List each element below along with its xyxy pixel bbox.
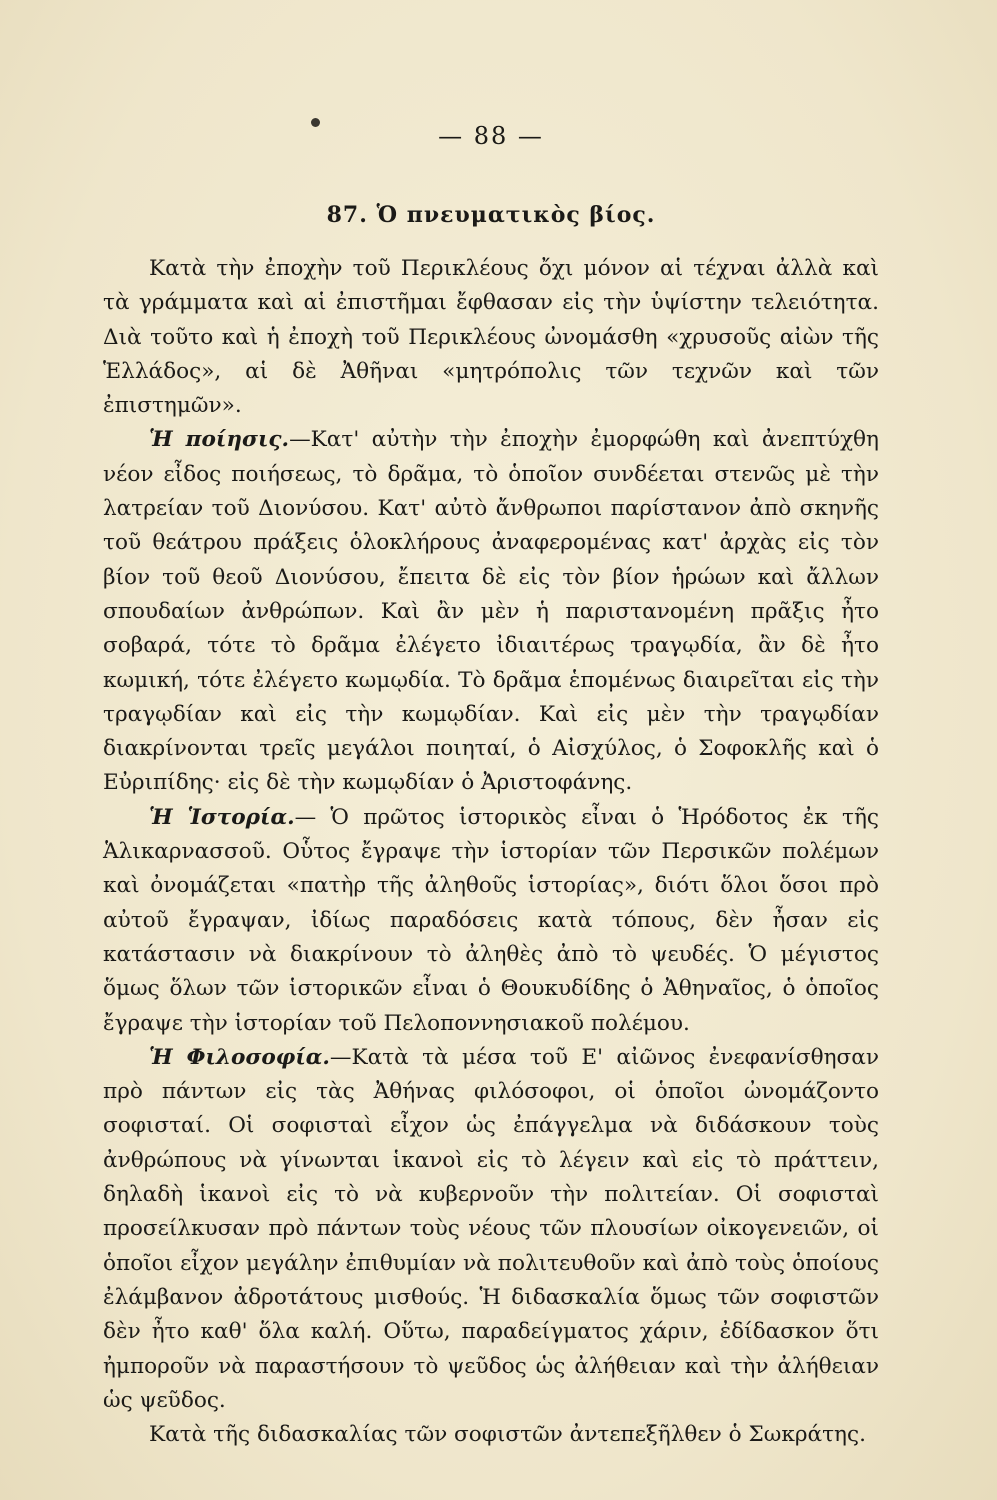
paragraph-text: —Κατ' αὐτὴν τὴν ἐποχὴν ἐμορφώθη καὶ ἀνεπτύχθη νέον εἶδος ποιήσεως, τὸ δρᾶμα, τὸ ὁποῖον συνδέεται στενῶς μὲ τὴν λατρείαν τοῦ Διονύσου. Κατ' αὐτὸ ἄνθρωποι παρίστανον ἀπὸ σκηνῆς τοῦ θεάτρου πράξεις ὁλοκλήρους ἀναφερομένας κατ' ἀρχὰς εἰς τὸν βίον τοῦ θεοῦ Διονύσου, ἔπειτα δὲ εἰς τὸν βίον ἡρώων καὶ ἄλλων σπουδαίων ἀνθρώπων. Καὶ ἂν μὲν ἡ παριστανομένη πρᾶξις ἦτο σοβαρά, τότε τὸ δρᾶμα ἐλέγετο ἰδιαιτέρως τραγῳδία, ἂν δὲ ἦτο κωμική, τότε ἐλέγετο κωμῳδία. Τὸ δρᾶμα ἑπομένως διαιρεῖται εἰς τὴν τραγῳδίαν καὶ εἰς τὴν κωμῳδίαν. Καὶ εἰς μὲν τὴν τραγῳδίαν διακρίνονται τρεῖς μεγάλοι ποιηταί, ὁ Αἰσχύλος, ὁ Σοφοκλῆς καὶ ὁ Εὐριπίδης· εἰς δὲ τὴν κωμῳδίαν ὁ Ἀριστοφάνης. xyxy=(103,427,879,796)
paragraph-text: Κατὰ τῆς διδασκαλίας τῶν σοφιστῶν ἀντεπεξῆλθεν ὁ Σωκράτης. xyxy=(149,1422,866,1448)
paragraph-intro xyxy=(103,252,879,423)
section-title: 87. Ὁ πνευματικὸς βίος. xyxy=(326,202,656,228)
paragraph-text: —Κατὰ τὰ μέσα τοῦ Ε' αἰῶνος ἐνεφανίσθησαν πρὸ πάντων εἰς τὰς Ἀθήνας φιλόσοφοι, οἱ ὁποῖοι ὠνομάζοντο σοφισταί. Οἱ σοφισταὶ εἶχον ὡς ἐπάγγελμα νὰ διδάσκουν τοὺς ἀνθρώπους νὰ γίνωνται ἱκανοὶ εἰς τὸ λέγειν καὶ εἰς τὸ πράττειν, δηλαδὴ ἱκανοὶ εἰς τὸ νὰ κυβερνοῦν τὴν πολιτείαν. Οἱ σοφισταὶ προσείλκυσαν πρὸ πάντων τοὺς νέους τῶν πλουσίων οἰκογενειῶν, οἱ ὁποῖοι εἶχον μεγάλην ἐπιθυμίαν νὰ πολιτευθοῦν καὶ ἀπὸ τοὺς ὁποίους ἐλάμβανον ἀδροτάτους μισθούς. Ἡ διδασκαλία ὅμως τῶν σοφιστῶν δὲν ἦτο καθ' ὅλα καλή. Οὕτω, παραδείγματος χάριν, ἐδίδασκον ὅτι ἠμποροῦν νὰ παραστήσουν τὸ ψεῦδος ὡς ἀλήθειαν καὶ τὴν ἀλήθειαν ὡς ψεῦδος. xyxy=(103,1044,879,1413)
paragraph-philosophy xyxy=(103,1041,879,1418)
ink-dot xyxy=(311,118,320,127)
paragraph-socrates xyxy=(103,1418,879,1452)
paragraph-lead: Ἡ Φιλοσοφία. xyxy=(149,1044,330,1070)
paragraph-poetry xyxy=(103,423,879,800)
paragraph-text: Κατὰ τὴν ἐποχὴν τοῦ Περικλέους ὄχι μόνον αἱ τέχναι ἀλλὰ καὶ τὰ γράμματα καὶ αἱ ἐπιστῆμαι ἔφθασαν εἰς τὴν ὑψίστην τελειότητα. Διὰ τοῦτο καὶ ἡ ἐποχὴ τοῦ Περικλέους ὠνομάσθη «χρυσοῦς αἰὼν τῆς Ἑλλάδος», αἱ δὲ Ἀθῆναι «μητρόπολις τῶν τεχνῶν καὶ τῶν ἐπιστημῶν». xyxy=(103,256,879,419)
page-number: — 88 — xyxy=(438,122,544,150)
paragraph-lead: Ἡ ποίησις. xyxy=(149,427,290,453)
paragraph-text: — Ὁ πρῶτος ἱστορικὸς εἶναι ὁ Ἡρόδοτος ἐκ τῆς Ἁλικαρνασσοῦ. Οὗτος ἔγραψε τὴν ἱστορίαν τῶν Περσικῶν πολέμων καὶ ὀνομάζεται «πατὴρ τῆς ἀληθοῦς ἱστορίας», διότι ὅλοι ὅσοι πρὸ αὐτοῦ ἔγραψαν, ἰδίως παραδόσεις κατὰ τόπους, δὲν ἦσαν εἰς κατάστασιν νὰ διακρίνουν τὸ ἀληθὲς ἀπὸ τὸ ψευδές. Ὁ μέγιστος ὅμως ὅλων τῶν ἱστορικῶν εἶναι ὁ Θουκυδίδης ὁ Ἀθηναῖος, ὁ ὁποῖος ἔγραψε τὴν ἱστορίαν τοῦ Πελοποννησιακοῦ πολέμου. xyxy=(103,804,879,1036)
paragraph-lead: Ἡ Ἱστορία. xyxy=(149,804,295,830)
paragraph-history xyxy=(103,801,879,1041)
